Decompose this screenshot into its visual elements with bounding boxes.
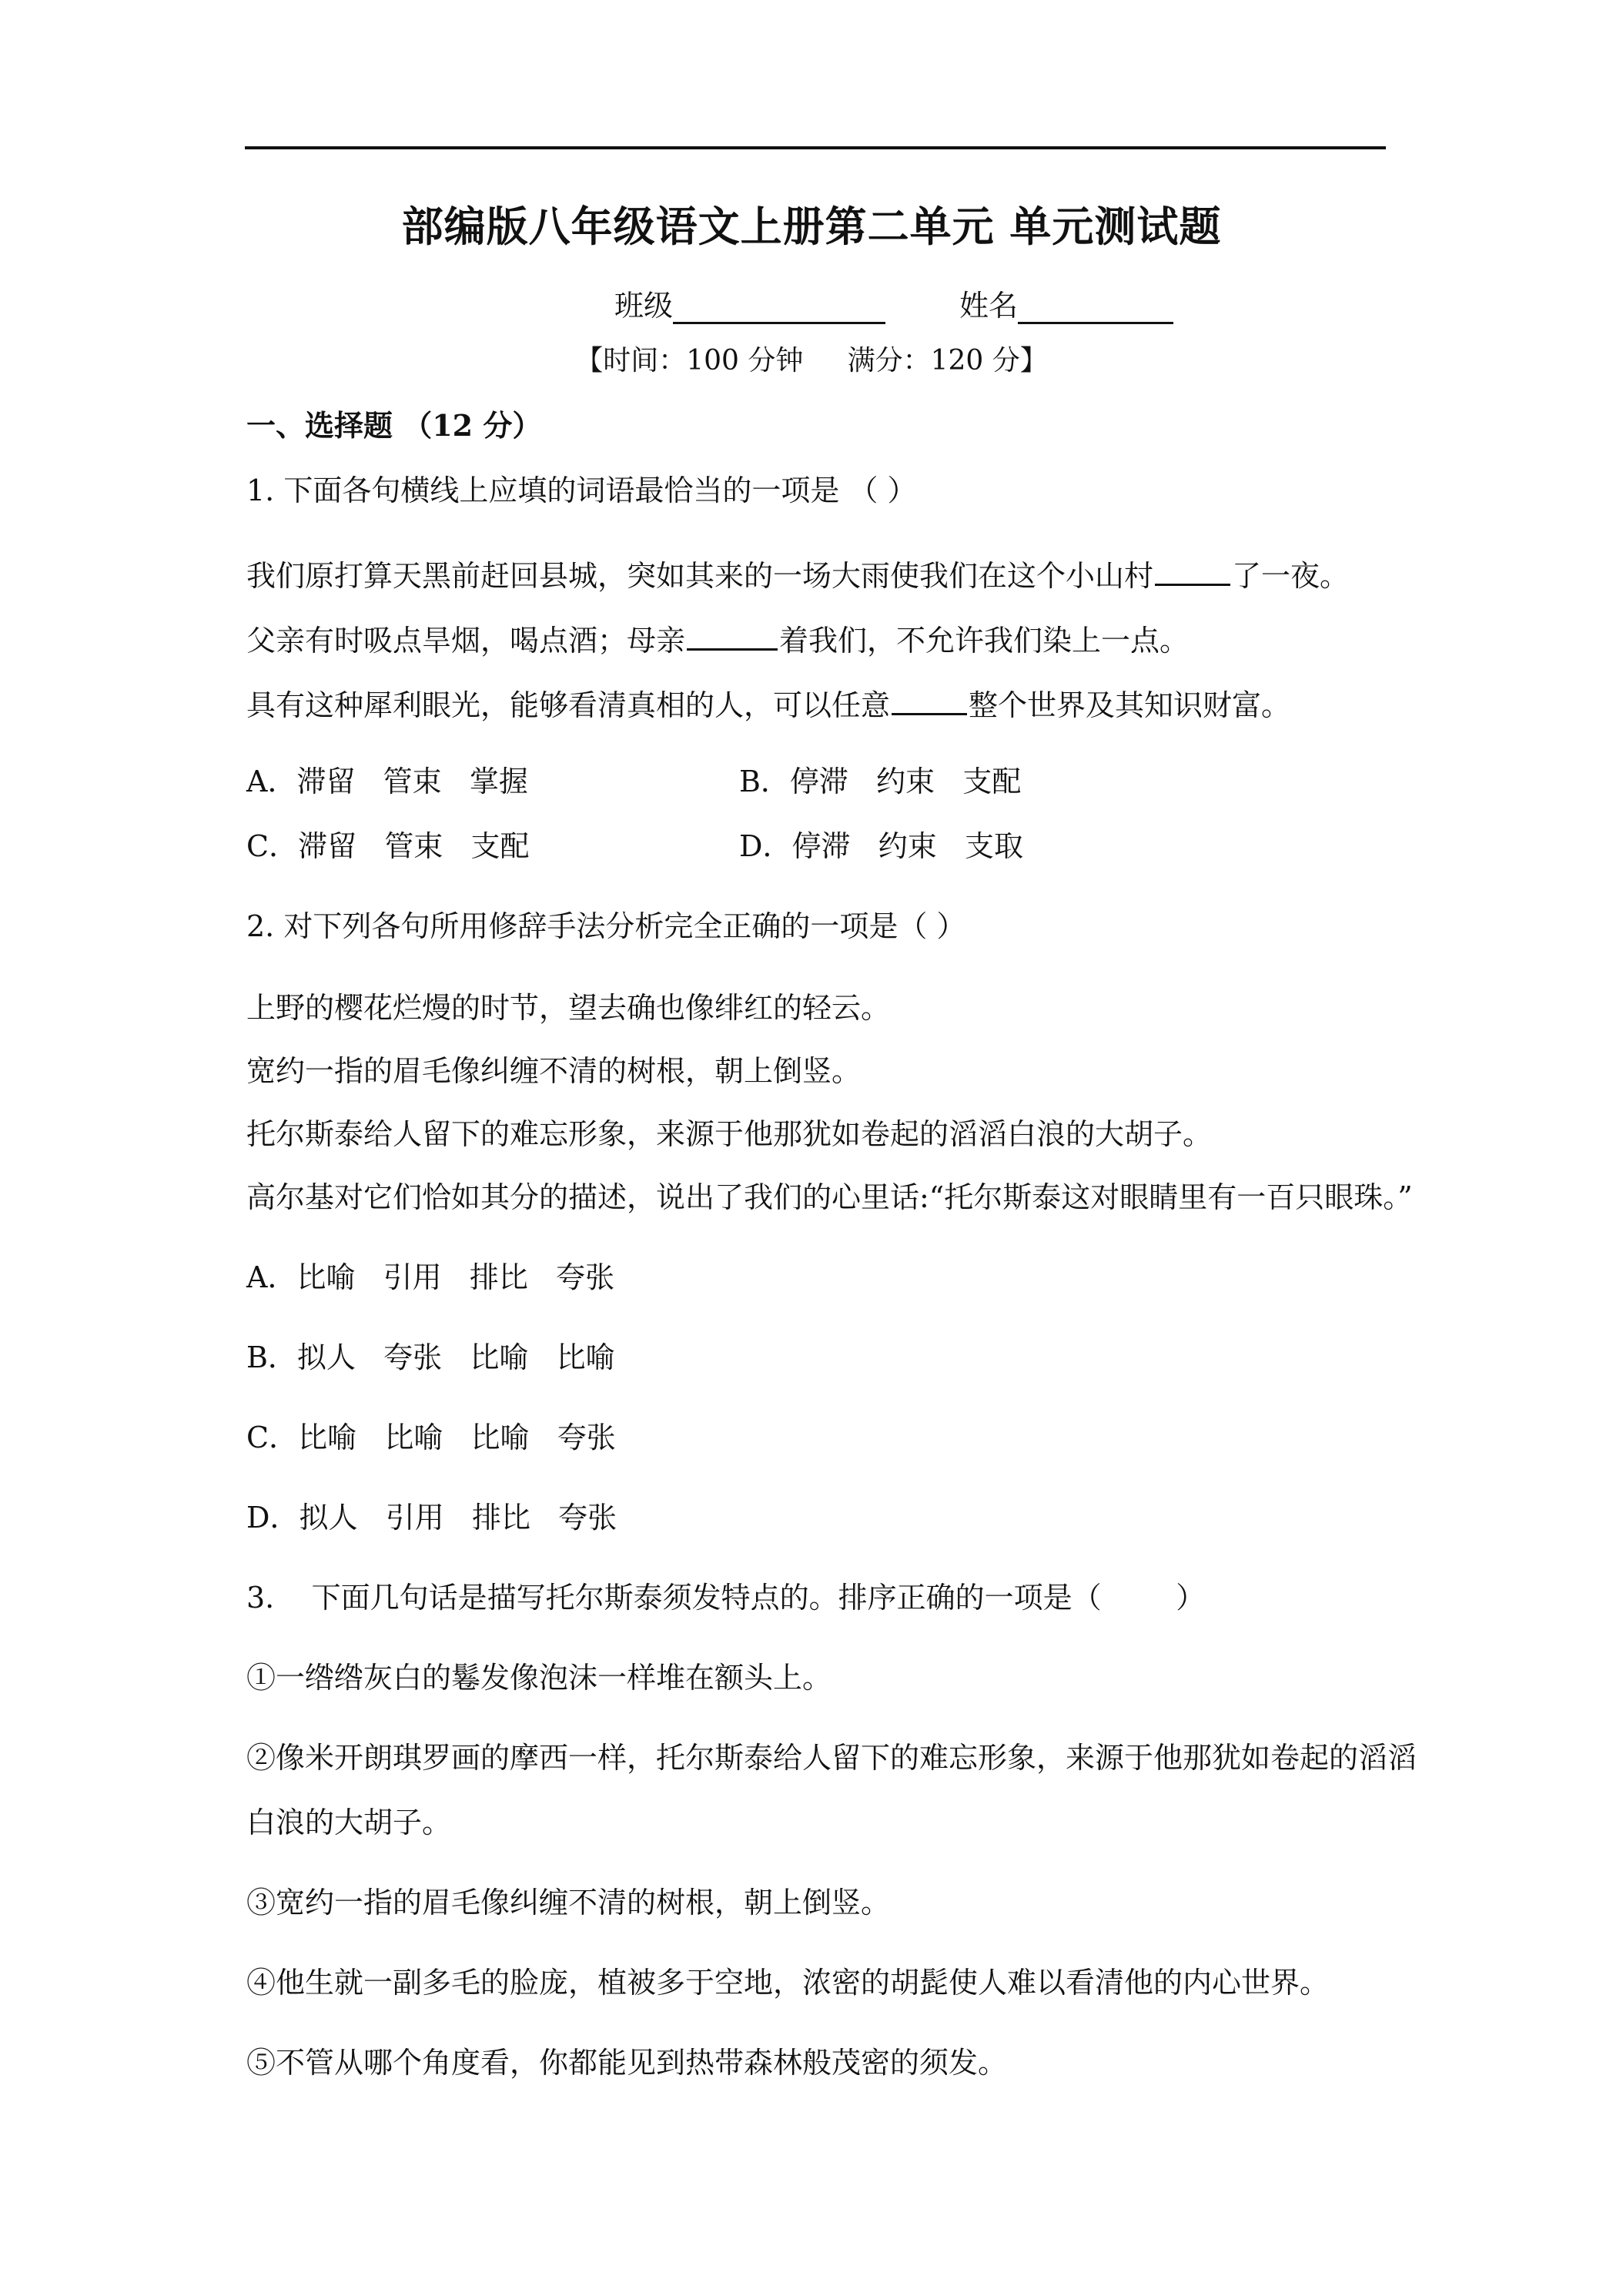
q2-option-b[interactable]: B．拟人 夸张 比喻 比喻 [246,1340,615,1374]
q1-s1-blank[interactable] [1155,553,1230,586]
header-rule [245,146,1386,149]
q2-option-c[interactable]: C．比喻 比喻 比喻 夸张 [246,1421,616,1454]
exam-title: 部编版八年级语文上册第二单元 单元测试题 [401,202,1222,251]
q3-item-2-cont: 白浪的大胡子。 [246,1806,452,1839]
section-heading: 一、选择题 （12 分） [246,408,542,443]
q2-option-d[interactable]: D．拟人 引用 排比 夸张 [246,1501,617,1535]
q3-item-4: ④他生就一副多毛的脸庞，植被多于空地，浓密的胡髭使人难以看清他的内心世界。 [246,1966,1330,2000]
class-label: 班级 [614,289,674,323]
q2-sentence-4: 高尔基对它们恰如其分的描述，说出了我们的心里话:“托尔斯泰这对眼睛里有一百只眼珠。” [246,1180,1413,1214]
q1-stem: 1. 下面各句横线上应填的词语最恰当的一项是 （ ） [246,474,917,507]
q1-s2-after: 着我们，不允许我们染上一点。 [779,624,1190,658]
q2-sentence-1: 上野的樱花烂熳的时节，望去确也像绯红的轻云。 [246,991,891,1025]
q1-s2-before: 父亲有时吸点旱烟，喝点酒；母亲 [246,624,686,658]
q3-item-5: ⑤不管从哪个角度看，你都能见到热带森林般茂密的须发。 [246,2046,1008,2080]
q1-s3-after: 整个世界及其知识财富。 [969,688,1291,722]
class-blank[interactable] [673,288,885,324]
q1-options-row-2 [246,827,1232,865]
name-field[interactable] [959,282,1173,324]
q3-item-2: ②像米开朗琪罗画的摩西一样，托尔斯泰给人留下的难忘形象，来源于他那犹如卷起的滔滔 [246,1741,1417,1775]
q1-s1-before: 我们原打算天黑前赶回县城，突如其来的一场大雨使我们在这个小山村 [246,559,1154,593]
q1-s1-after: 了一夜。 [1232,559,1350,593]
q1-sentence-3 [246,682,1290,725]
q3-stem: 3. 下面几句话是描写托尔斯泰须发特点的。排序正确的一项是（ ） [246,1581,1206,1615]
q1-options-row-1 [246,762,1232,801]
name-blank[interactable] [1018,288,1173,324]
q1-sentence-2 [246,618,1189,660]
q1-s2-blank[interactable] [687,618,778,651]
q1-s3-blank[interactable] [892,682,967,715]
q1-sentence-1 [246,553,1349,595]
q1-s3-before: 具有这种犀利眼光，能够看清真相的人，可以任意 [246,688,891,722]
q1-option-c[interactable]: C．滞留 管束 支配 [246,829,530,863]
q1-option-d[interactable]: D．停滞 约束 支取 [739,829,1023,863]
time-info: 【时间：100 分钟 满分：120 分】 [575,345,1048,377]
q2-stem: 2. 对下列各句所用修辞手法分析完全正确的一项是（ ） [246,909,966,943]
q1-option-b[interactable]: B．停滞 约束 支配 [739,765,1022,798]
name-label: 姓名 [959,289,1019,323]
q2-sentence-2: 宽约一指的眉毛像纠缠不清的树根，朝上倒竖。 [246,1054,862,1088]
q3-item-3: ③宽约一指的眉毛像纠缠不清的树根，朝上倒竖。 [246,1886,891,1919]
class-field[interactable] [614,282,885,324]
q2-sentence-3: 托尔斯泰给人留下的难忘形象，来源于他那犹如卷起的滔滔白浪的大胡子。 [246,1117,1213,1151]
q2-option-a[interactable]: A．比喻 引用 排比 夸张 [246,1260,615,1294]
q1-option-a[interactable]: A．滞留 管束 掌握 [246,765,528,798]
q3-item-1: ①一绺绺灰白的鬈发像泡沫一样堆在额头上。 [246,1661,832,1695]
